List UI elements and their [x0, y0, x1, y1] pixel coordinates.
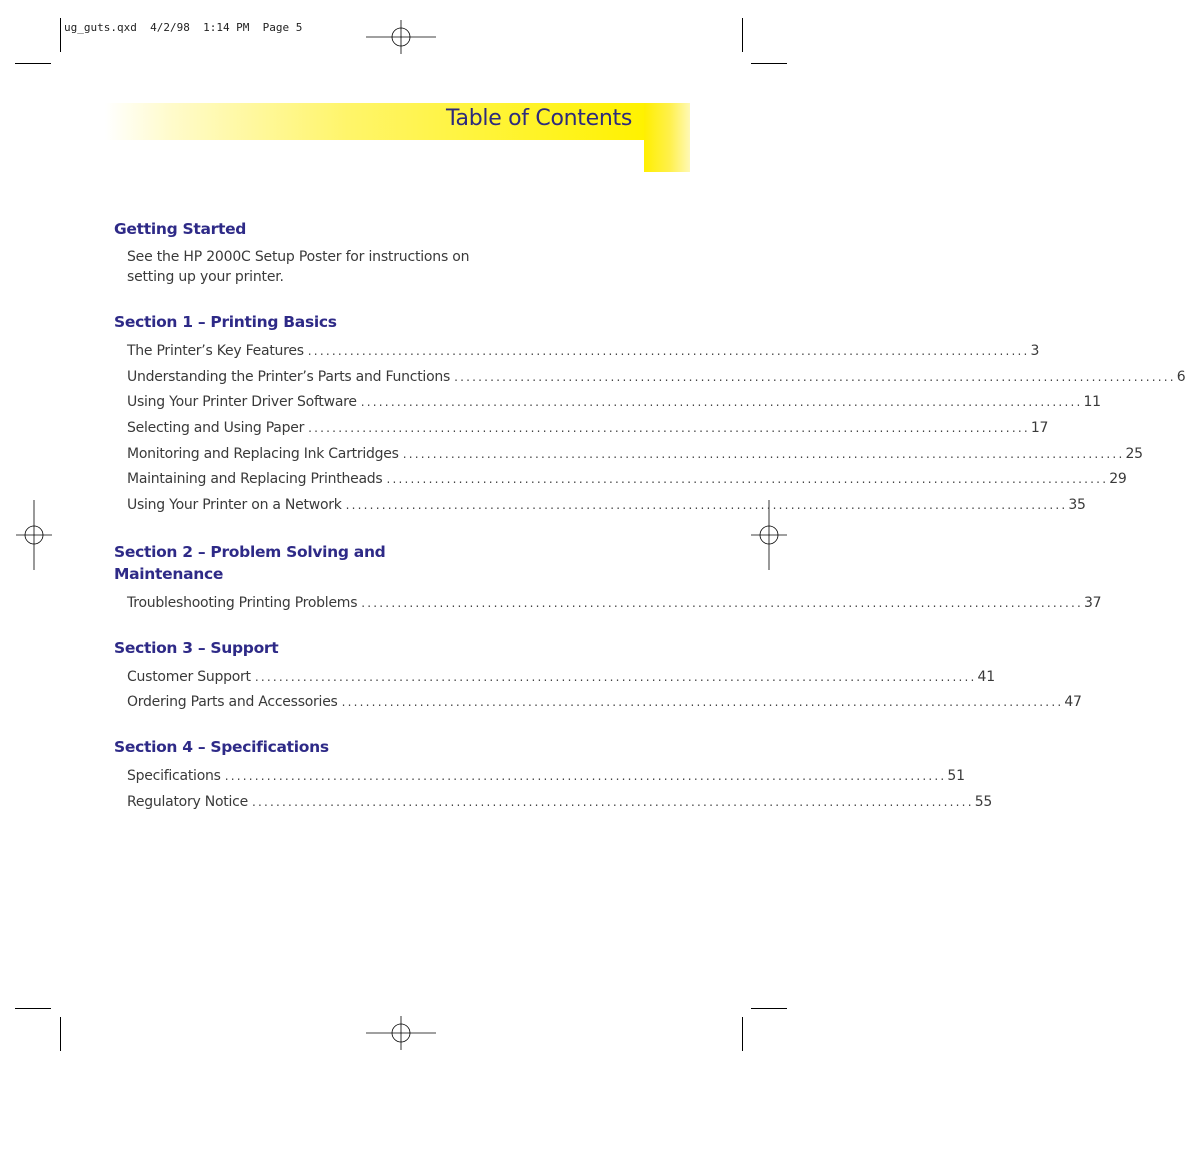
page-title: Table of Contents — [446, 106, 632, 131]
toc-entry-page-number: 55 — [974, 793, 993, 810]
file-slug: ug_guts.qxd 4/2/98 1:14 PM Page 5 — [64, 21, 303, 34]
toc-entry[interactable] — [127, 416, 1049, 442]
section-heading: Section 2 – Problem Solving and Maintenance — [114, 542, 386, 583]
crop-mark — [15, 63, 51, 64]
toc-entry-label: Regulatory Notice — [127, 793, 248, 810]
toc-section — [114, 637, 1082, 716]
toc-entry[interactable] — [127, 591, 1102, 617]
toc-entry-list — [114, 591, 1102, 617]
crop-mark — [742, 18, 743, 52]
dot-leader: ........................................................................................................................ — [254, 669, 977, 684]
crop-mark — [751, 63, 787, 64]
dot-leader: ........................................................................................................................ — [308, 421, 1030, 436]
dot-leader: ........................................................................................................................ — [386, 472, 1109, 487]
toc-entry[interactable] — [127, 390, 1101, 416]
toc-entry[interactable] — [127, 442, 1143, 468]
toc-entry[interactable] — [127, 467, 1127, 493]
dot-leader: ........................................................................................................................ — [341, 695, 1064, 710]
crop-mark — [742, 1017, 743, 1051]
toc-entry-label: Using Your Printer Driver Software — [127, 394, 357, 411]
toc-entry-label: Customer Support — [127, 668, 251, 685]
toc-entry-label: The Printer’s Key Features — [127, 343, 304, 359]
toc-entry-page-number: 37 — [1083, 594, 1102, 611]
crop-mark — [15, 1008, 51, 1009]
toc-entry[interactable] — [127, 690, 1082, 716]
section-heading: Section 1 – Printing Basics — [114, 313, 337, 331]
toc-entry-page-number: 3 — [1030, 343, 1040, 359]
intro-line: setting up your printer. — [127, 269, 284, 285]
toc-section — [114, 218, 475, 287]
toc-entry-page-number: 41 — [977, 668, 995, 685]
toc-entry-list — [114, 665, 1082, 716]
toc-entry-list — [114, 764, 993, 815]
toc-entry-page-number: 17 — [1030, 420, 1049, 437]
toc-entry-page-number: 47 — [1064, 694, 1082, 711]
crop-mark — [751, 1008, 787, 1009]
toc-entry-page-number: 51 — [947, 767, 965, 784]
section-heading: Getting Started — [114, 220, 247, 238]
toc-entry[interactable] — [127, 764, 965, 790]
dot-leader: ........................................................................................................................ — [345, 498, 1068, 513]
toc-entry[interactable] — [127, 493, 1086, 519]
registration-mark-icon — [16, 500, 52, 570]
section-intro — [127, 247, 475, 287]
dot-leader: ........................................................................................................................ — [402, 446, 1125, 461]
registration-mark-icon — [366, 20, 436, 54]
section-heading: Section 4 – Specifications — [114, 737, 329, 756]
title-banner-tab — [644, 103, 690, 172]
dot-leader: ........................................................................................................................ — [224, 768, 947, 783]
toc-entry-label: Ordering Parts and Accessories — [127, 694, 338, 711]
toc-entry-label: Troubleshooting Printing Problems — [127, 594, 358, 611]
toc-entry-page-number: 29 — [1109, 471, 1127, 488]
toc-entry-label: Monitoring and Replacing Ink Cartridges — [127, 445, 399, 462]
toc-entry[interactable] — [127, 665, 995, 691]
toc-section — [114, 311, 1185, 519]
table-of-contents — [114, 218, 1185, 815]
intro-line: See the HP 2000C Setup Poster for instructions on — [127, 249, 470, 265]
crop-mark — [60, 18, 61, 52]
registration-mark-icon — [366, 1016, 436, 1050]
toc-section — [114, 736, 993, 815]
toc-entry-list — [114, 339, 1185, 519]
dot-leader: ........................................................................................................................ — [251, 794, 974, 809]
toc-entry-label: Using Your Printer on a Network — [127, 497, 342, 514]
dot-leader: ........................................................................................................................ — [454, 369, 1176, 384]
toc-section — [114, 541, 1102, 617]
toc-entry[interactable] — [127, 790, 993, 816]
toc-entry[interactable] — [127, 339, 1040, 365]
toc-entry-label: Specifications — [127, 767, 221, 784]
dot-leader: ........................................................................................................................ — [361, 595, 1083, 610]
toc-entry-label: Understanding the Printer’s Parts and Functions — [127, 368, 451, 385]
toc-entry-page-number: 35 — [1068, 497, 1086, 514]
toc-entry-page-number: 6 — [1176, 368, 1185, 385]
toc-entry-label: Maintaining and Replacing Printheads — [127, 471, 383, 488]
toc-entry-page-number: 11 — [1083, 394, 1101, 411]
toc-entry[interactable] — [127, 365, 1185, 391]
toc-entry-page-number: 25 — [1125, 445, 1143, 462]
dot-leader: ........................................................................................................................ — [307, 344, 1030, 358]
crop-mark — [60, 1017, 61, 1051]
section-heading: Section 3 – Support — [114, 638, 279, 657]
toc-entry-label: Selecting and Using Paper — [127, 420, 305, 437]
dot-leader: ........................................................................................................................ — [360, 395, 1083, 410]
